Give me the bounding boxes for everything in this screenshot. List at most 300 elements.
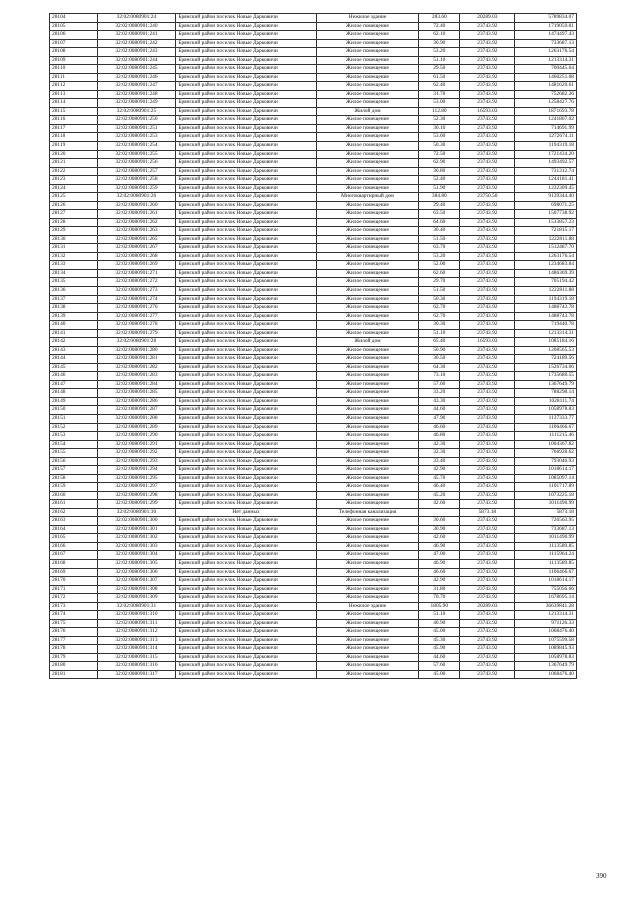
cadastral-number-cell: 32:02:0080901:257: [97, 167, 176, 176]
unit-value-cell: 23743.92: [460, 653, 515, 662]
cadastral-number-cell: 32:02:0080901:274: [97, 295, 176, 304]
object-type-cell: Жилое помещение: [316, 619, 419, 628]
address-cell: Брянский район поселок Новые Дарковичи: [176, 577, 316, 586]
object-type-cell: Жилое помещение: [316, 48, 419, 57]
table-row: [50, 423, 577, 432]
row-number-cell: 28143: [50, 346, 98, 355]
area-cell: 112.80: [419, 107, 460, 116]
row-number-cell: 28166: [50, 542, 98, 551]
cadastral-number-cell: 32:02:0080901:282: [97, 363, 176, 372]
area-cell: 30.90: [419, 39, 460, 48]
unit-value-cell: 23743.92: [460, 141, 515, 150]
object-type-cell: Жилое помещение: [316, 176, 419, 185]
table-row: [50, 201, 577, 210]
table-row: [50, 508, 577, 517]
unit-value-cell: 23743.92: [460, 295, 515, 304]
area-cell: 62.60: [419, 269, 460, 278]
cadastral-value-cell: 1493492.57: [515, 159, 577, 168]
area-cell: 46.60: [419, 423, 460, 432]
area-cell: 51.90: [419, 184, 460, 193]
object-type-cell: Жилое помещение: [316, 551, 419, 560]
unit-value-cell: 23743.92: [460, 389, 515, 398]
table-row: [50, 346, 577, 355]
area-cell: 57.60: [419, 662, 460, 671]
address-cell: Брянский район поселок Новые Дарковичи: [176, 269, 316, 278]
address-cell: Брянский район поселок Новые Дарковичи: [176, 304, 316, 313]
cadastral-number-cell: 32:02:0080901:309: [97, 594, 176, 603]
row-number-cell: 28154: [50, 440, 98, 449]
object-type-cell: Нежилое здание: [316, 14, 419, 23]
cadastral-value-cell: 755056.66: [515, 585, 577, 594]
area-cell: 30.80: [419, 167, 460, 176]
unit-value-cell: 23743.92: [460, 287, 515, 296]
unit-value-cell: 23743.92: [460, 380, 515, 389]
object-type-cell: Жилое помещение: [316, 116, 419, 125]
row-number-cell: 28175: [50, 619, 98, 628]
cadastral-number-cell: 32:02:0080901:276: [97, 304, 176, 313]
cadastral-value-cell: 1234683.84: [515, 261, 577, 270]
cadastral-value-cell: 1004367.82: [515, 440, 577, 449]
cadastral-number-cell: 32:02:0080901:291: [97, 440, 176, 449]
unit-value-cell: 23743.92: [460, 542, 515, 551]
cadastral-value-cell: 1213314.31: [515, 56, 577, 65]
cadastral-value-cell: 971126.33: [515, 619, 577, 628]
unit-value-cell: 23743.92: [460, 73, 515, 82]
row-number-cell: 28128: [50, 218, 98, 227]
object-type-cell: Жилое помещение: [316, 218, 419, 227]
address-cell: Брянский район поселок Новые Дарковичи: [176, 525, 316, 534]
table-row: [50, 261, 577, 270]
cadastral-value-cell: 1533857.23: [515, 218, 577, 227]
cadastral-number-cell: 32:02:0080901:25: [97, 107, 176, 116]
unit-value-cell: 23743.92: [460, 82, 515, 91]
cadastral-value-cell: 1018614.17: [515, 577, 577, 586]
cadastral-number-cell: 32:02:0080901:255: [97, 150, 176, 159]
cadastral-value-table: [49, 13, 577, 679]
unit-value-cell: 23743.92: [460, 517, 515, 526]
cadastral-number-cell: 32:02:0080901:24: [97, 14, 176, 23]
cadastral-number-cell: 32:02:0080901:303: [97, 542, 176, 551]
area-cell: 44.60: [419, 653, 460, 662]
table-row: [50, 585, 577, 594]
cadastral-number-cell: 32:02:0080901:315: [97, 653, 176, 662]
object-type-cell: Жилое помещение: [316, 355, 419, 364]
object-type-cell: Жилое помещение: [316, 432, 419, 441]
table-row: [50, 90, 577, 99]
cadastral-value-cell: 1263176.54: [515, 48, 577, 57]
object-type-cell: Жилое помещение: [316, 397, 419, 406]
unit-value-cell: 23743.92: [460, 645, 515, 654]
area-cell: 72.40: [419, 22, 460, 31]
row-number-cell: 28169: [50, 568, 98, 577]
row-number-cell: 28133: [50, 261, 98, 270]
address-cell: Брянский район поселок Новые Дарковичи: [176, 440, 316, 449]
unit-value-cell: 23743.92: [460, 483, 515, 492]
cadastral-value-cell: 1068476.40: [515, 628, 577, 637]
area-cell: 42.60: [419, 500, 460, 509]
object-type-cell: Жилое помещение: [316, 184, 419, 193]
table-row: [50, 611, 577, 620]
cadastral-value-cell: 1486369.39: [515, 269, 577, 278]
cadastral-number-cell: 32:02:0080901:279: [97, 329, 176, 338]
object-type-cell: Жилое помещение: [316, 99, 419, 108]
cadastral-value-cell: 1488743.78: [515, 304, 577, 313]
area-cell: [419, 508, 460, 517]
table-row: [50, 329, 577, 338]
row-number-cell: 28135: [50, 278, 98, 287]
address-cell: Нет данных: [176, 508, 316, 517]
row-number-cell: 28112: [50, 82, 98, 91]
address-cell: Брянский район поселок Новые Дарковичи: [176, 321, 316, 330]
row-number-cell: 28129: [50, 227, 98, 236]
unit-value-cell: 23743.92: [460, 329, 515, 338]
unit-value-cell: 23743.92: [460, 551, 515, 560]
address-cell: Брянский район поселок Новые Дарковичи: [176, 82, 316, 91]
cadastral-value-cell: 1068476.40: [515, 670, 577, 679]
table-row: [50, 440, 577, 449]
area-cell: 42.30: [419, 440, 460, 449]
unit-value-cell: 23743.92: [460, 560, 515, 569]
address-cell: Брянский район поселок Новые Дарковичи: [176, 474, 316, 483]
object-type-cell: Жилое помещение: [316, 278, 419, 287]
area-cell: 73.10: [419, 372, 460, 381]
address-cell: Брянский район поселок Новые Дарковичи: [176, 176, 316, 185]
object-type-cell: Жилое помещение: [316, 321, 419, 330]
row-number-cell: 28176: [50, 628, 98, 637]
cadastral-number-cell: 32:02:0080901:250: [97, 116, 176, 125]
object-type-cell: Жилое помещение: [316, 594, 419, 603]
address-cell: Брянский район поселок Новые Дарковичи: [176, 423, 316, 432]
object-type-cell: Жилое помещение: [316, 31, 419, 40]
cadastral-number-cell: 32:02:0080901:254: [97, 141, 176, 150]
area-cell: 70.70: [419, 594, 460, 603]
cadastral-value-cell: 1222811.88: [515, 287, 577, 296]
cadastral-value-cell: 752682.26: [515, 90, 577, 99]
cadastral-number-cell: 32:02:0080901:256: [97, 159, 176, 168]
object-type-cell: Жилое помещение: [316, 406, 419, 415]
cadastral-value-cell: 1526734.06: [515, 363, 577, 372]
area-cell: 52.30: [419, 116, 460, 125]
area-cell: 50.90: [419, 346, 460, 355]
cadastral-value-cell: 1244181.41: [515, 176, 577, 185]
cadastral-value-cell: 1208565.53: [515, 346, 577, 355]
row-number-cell: 28140: [50, 321, 98, 330]
row-number-cell: 28157: [50, 466, 98, 475]
cadastral-value-cell: 793046.93: [515, 457, 577, 466]
object-type-cell: Жилое помещение: [316, 534, 419, 543]
unit-value-cell: 23743.92: [460, 406, 515, 415]
table-row: [50, 133, 577, 142]
row-number-cell: 28109: [50, 56, 98, 65]
unit-value-cell: 20289.03: [460, 602, 515, 611]
unit-value-cell: 23743.92: [460, 628, 515, 637]
cadastral-value-cell: 1106466.67: [515, 423, 577, 432]
row-number-cell: 28180: [50, 662, 98, 671]
unit-value-cell: 23743.92: [460, 440, 515, 449]
cadastral-value-cell: 1241807.02: [515, 116, 577, 125]
row-number-cell: 28173: [50, 602, 98, 611]
table-row: [50, 397, 577, 406]
address-cell: Брянский район поселок Новые Дарковичи: [176, 560, 316, 569]
cadastral-value-cell: 1137333.77: [515, 414, 577, 423]
address-cell: Брянский район поселок Новые Дарковичи: [176, 65, 316, 74]
area-cell: 47.00: [419, 551, 460, 560]
area-cell: 29.40: [419, 201, 460, 210]
object-type-cell: Жилое помещение: [316, 414, 419, 423]
object-type-cell: Жилое помещение: [316, 133, 419, 142]
cadastral-value-cell: 1222811.88: [515, 235, 577, 244]
table-row: [50, 193, 577, 202]
object-type-cell: Жилое помещение: [316, 372, 419, 381]
row-number-cell: 28170: [50, 577, 98, 586]
cadastral-number-cell: 32:02:0080901:288: [97, 414, 176, 423]
row-number-cell: 28127: [50, 210, 98, 219]
table-row: [50, 218, 577, 227]
cadastral-value-cell: 1367649.79: [515, 380, 577, 389]
cadastral-number-cell: 32:02:0080901:317: [97, 670, 176, 679]
object-type-cell: Телефонная канализация: [316, 508, 419, 517]
cadastral-number-cell: 32:02:0080901:304: [97, 551, 176, 560]
cadastral-number-cell: 32:02:0080901:295: [97, 474, 176, 483]
area-cell: 42.90: [419, 577, 460, 586]
address-cell: Брянский район поселок Новые Дарковичи: [176, 534, 316, 543]
object-type-cell: Жилое помещение: [316, 653, 419, 662]
table-row: [50, 210, 577, 219]
unit-value-cell: 23743.92: [460, 670, 515, 679]
table-row: [50, 628, 577, 637]
cadastral-number-cell: 32:02:0080901:26: [97, 193, 176, 202]
unit-value-cell: 23743.92: [460, 423, 515, 432]
cadastral-value-cell: 9139344.40: [515, 193, 577, 202]
object-type-cell: Жилое помещение: [316, 252, 419, 261]
address-cell: Брянский район поселок Новые Дарковичи: [176, 594, 316, 603]
area-cell: 52.40: [419, 176, 460, 185]
object-type-cell: Жилое помещение: [316, 423, 419, 432]
area-cell: 31.70: [419, 90, 460, 99]
address-cell: Брянский район поселок Новые Дарковичи: [176, 252, 316, 261]
cadastral-value-cell: 766928.62: [515, 449, 577, 458]
address-cell: Брянский район поселок Новые Дарковичи: [176, 39, 316, 48]
address-cell: Брянский район поселок Новые Дарковичи: [176, 542, 316, 551]
unit-value-cell: 23743.92: [460, 491, 515, 500]
address-cell: Брянский район поселок Новые Дарковичи: [176, 500, 316, 509]
cadastral-value-cell: 1213314.31: [515, 329, 577, 338]
cadastral-value-cell: 1213314.31: [515, 611, 577, 620]
address-cell: Брянский район поселок Новые Дарковичи: [176, 48, 316, 57]
table-row: [50, 124, 577, 133]
table-row: [50, 150, 577, 159]
address-cell: Брянский район поселок Новые Дарковичи: [176, 133, 316, 142]
cadastral-number-cell: 32:02:0080901:314: [97, 645, 176, 654]
cadastral-number-cell: 32:02:0080901:302: [97, 534, 176, 543]
unit-value-cell: 23743.92: [460, 466, 515, 475]
cadastral-number-cell: 32:02:0080901:243: [97, 48, 176, 57]
object-type-cell: Жилое помещение: [316, 82, 419, 91]
area-cell: 62.40: [419, 82, 460, 91]
area-cell: 30.30: [419, 321, 460, 330]
area-cell: 64.30: [419, 363, 460, 372]
cadastral-number-cell: 32:02:0080901:272: [97, 278, 176, 287]
table-row: [50, 491, 577, 500]
object-type-cell: Жилое помещение: [316, 440, 419, 449]
row-number-cell: 28167: [50, 551, 98, 560]
row-number-cell: 28116: [50, 116, 98, 125]
table-row: [50, 48, 577, 57]
area-cell: 51.10: [419, 611, 460, 620]
address-cell: Брянский район поселок Новые Дарковичи: [176, 116, 316, 125]
address-cell: Брянский район поселок Новые Дарковичи: [176, 517, 316, 526]
address-cell: Брянский район поселок Новые Дарковичи: [176, 193, 316, 202]
area-cell: 62.70: [419, 304, 460, 313]
cadastral-number-cell: 32:02:0080901:278: [97, 321, 176, 330]
unit-value-cell: 23743.92: [460, 619, 515, 628]
object-type-cell: Жилое помещение: [316, 56, 419, 65]
object-type-cell: Жилое помещение: [316, 670, 419, 679]
table-row: [50, 167, 577, 176]
object-type-cell: Жилое помещение: [316, 295, 419, 304]
row-number-cell: 28126: [50, 201, 98, 210]
unit-value-cell: 23743.92: [460, 346, 515, 355]
unit-value-cell: 23743.92: [460, 449, 515, 458]
area-cell: 30.90: [419, 525, 460, 534]
table-row: [50, 159, 577, 168]
cadastral-value-cell: 1367649.79: [515, 662, 577, 671]
cadastral-value-cell: 1194319.18: [515, 295, 577, 304]
row-number-cell: 28149: [50, 397, 98, 406]
cadastral-number-cell: 32:02:0080901:283: [97, 372, 176, 381]
row-number-cell: 28172: [50, 594, 98, 603]
area-cell: 62.70: [419, 312, 460, 321]
object-type-cell: Жилое помещение: [316, 201, 419, 210]
unit-value-cell: 23743.92: [460, 210, 515, 219]
unit-value-cell: 23743.92: [460, 355, 515, 364]
table-row: [50, 406, 577, 415]
cadastral-value-cell: 733687.13: [515, 525, 577, 534]
table-row: [50, 389, 577, 398]
area-cell: 57.60: [419, 380, 460, 389]
unit-value-cell: 23743.92: [460, 252, 515, 261]
cadastral-number-cell: 32:02:0080901:292: [97, 449, 176, 458]
table-row: [50, 244, 577, 253]
area-cell: 47.90: [419, 414, 460, 423]
area-cell: 33.40: [419, 457, 460, 466]
cadastral-number-cell: 32:02:0080901:249: [97, 99, 176, 108]
area-cell: 42.60: [419, 534, 460, 543]
unit-value-cell: 23743.92: [460, 261, 515, 270]
cadastral-value-cell: 1272674.11: [515, 133, 577, 142]
unit-value-cell: 23743.92: [460, 48, 515, 57]
table-row: [50, 338, 577, 347]
area-cell: 33.20: [419, 389, 460, 398]
unit-value-cell: 23743.92: [460, 585, 515, 594]
row-number-cell: 28158: [50, 474, 98, 483]
unit-value-cell: 23743.92: [460, 116, 515, 125]
area-cell: 62.10: [419, 31, 460, 40]
address-cell: Брянский район поселок Новые Дарковичи: [176, 329, 316, 338]
unit-value-cell: 23743.92: [460, 22, 515, 31]
area-cell: 29.70: [419, 278, 460, 287]
table-row: [50, 551, 577, 560]
table-row: [50, 227, 577, 236]
cadastral-value-cell: 1113589.85: [515, 542, 577, 551]
row-number-cell: 28137: [50, 295, 98, 304]
object-type-cell: Жилой дом: [316, 338, 419, 347]
area-cell: 50.30: [419, 295, 460, 304]
object-type-cell: Жилое помещение: [316, 287, 419, 296]
object-type-cell: Жилое помещение: [316, 491, 419, 500]
area-cell: 31.80: [419, 585, 460, 594]
unit-value-cell: 23743.92: [460, 31, 515, 40]
cadastral-number-cell: 32:02:0080901:287: [97, 406, 176, 415]
row-number-cell: 28150: [50, 406, 98, 415]
table-row: [50, 56, 577, 65]
object-type-cell: Жилое помещение: [316, 517, 419, 526]
unit-value-cell: 23743.92: [460, 636, 515, 645]
unit-value-cell: 23743.92: [460, 397, 515, 406]
address-cell: Брянский район поселок Новые Дарковичи: [176, 312, 316, 321]
row-number-cell: 28123: [50, 176, 98, 185]
row-number-cell: 28161: [50, 500, 98, 509]
object-type-cell: Жилое помещение: [316, 235, 419, 244]
object-type-cell: Жилой дом: [316, 107, 419, 116]
table-row: [50, 304, 577, 313]
row-number-cell: 28142: [50, 338, 98, 347]
address-cell: Брянский район поселок Новые Дарковичи: [176, 466, 316, 475]
address-cell: Брянский район поселок Новые Дарковичи: [176, 389, 316, 398]
address-cell: Брянский район поселок Новые Дарковичи: [176, 261, 316, 270]
address-cell: Брянский район поселок Новые Дарковичи: [176, 372, 316, 381]
cadastral-value-cell: 719440.78: [515, 321, 577, 330]
table-row: [50, 31, 577, 40]
cadastral-value-cell: 1085097.14: [515, 474, 577, 483]
address-cell: Брянский район поселок Новые Дарковичи: [176, 380, 316, 389]
cadastral-value-cell: 788298.14: [515, 389, 577, 398]
object-type-cell: Жилое помещение: [316, 483, 419, 492]
area-cell: 46.80: [419, 432, 460, 441]
unit-value-cell: 23743.92: [460, 304, 515, 313]
address-cell: Брянский район поселок Новые Дарковичи: [176, 201, 316, 210]
area-cell: 61.50: [419, 73, 460, 82]
unit-value-cell: 23743.92: [460, 525, 515, 534]
cadastral-value-cell: 1113589.85: [515, 560, 577, 569]
row-number-cell: 28147: [50, 380, 98, 389]
cadastral-number-cell: 32:02:0080901:311: [97, 619, 176, 628]
address-cell: Брянский район поселок Новые Дарковичи: [176, 397, 316, 406]
table-row: [50, 500, 577, 509]
cadastral-number-cell: 32:02:0080901:300: [97, 517, 176, 526]
cadastral-value-cell: 36639841.28: [515, 602, 577, 611]
page-number: 390: [596, 872, 607, 880]
object-type-cell: Жилое помещение: [316, 568, 419, 577]
address-cell: Брянский район поселок Новые Дарковичи: [176, 346, 316, 355]
address-cell: Брянский район поселок Новые Дарковичи: [176, 483, 316, 492]
cadastral-value-cell: 5789834.07: [515, 14, 577, 23]
cadastral-number-cell: 32:02:0080901:263: [97, 227, 176, 236]
cadastral-number-cell: 32:02:0080901:265: [97, 235, 176, 244]
cadastral-value-cell: 1089845.93: [515, 645, 577, 654]
cadastral-number-cell: 32:02:0080901:294: [97, 466, 176, 475]
table-row: [50, 73, 577, 82]
row-number-cell: 28117: [50, 124, 98, 133]
cadastral-number-cell: 32:02:0080901:262: [97, 218, 176, 227]
address-cell: Брянский район поселок Новые Дарковичи: [176, 14, 316, 23]
cadastral-value-cell: 1721434.20: [515, 150, 577, 159]
area-cell: 64.60: [419, 218, 460, 227]
cadastral-value-cell: 1474497.43: [515, 31, 577, 40]
row-number-cell: 28130: [50, 235, 98, 244]
cadastral-number-cell: 32:02:0080901:31: [97, 602, 176, 611]
area-cell: 283.60: [419, 14, 460, 23]
